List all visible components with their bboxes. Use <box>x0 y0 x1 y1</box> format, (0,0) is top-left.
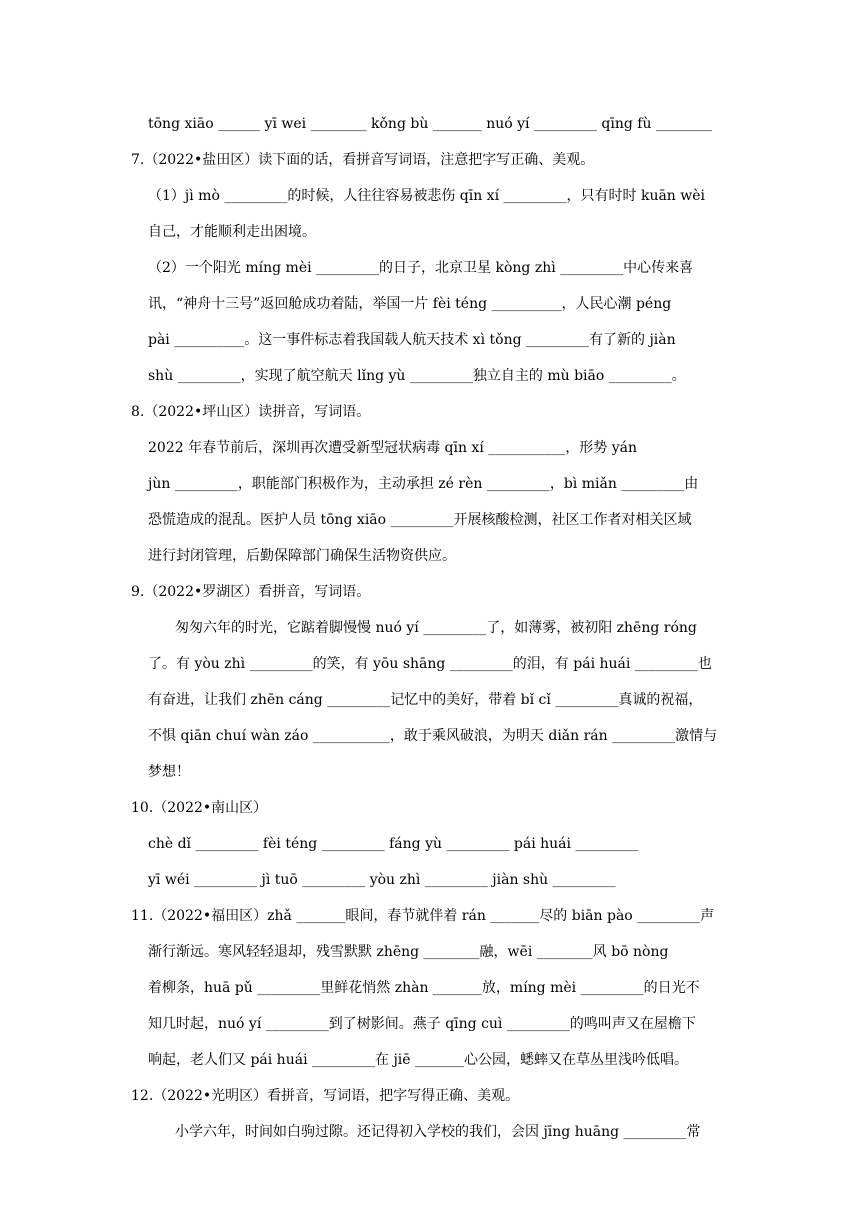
question-heading: 7.（2022•盐田区）读下面的话，看拼音写词语，注意把字写正确、美观。 <box>131 152 595 168</box>
question-heading: 12.（2022•光明区）看拼音，写词语，把字写得正确、美观。 <box>131 1088 520 1104</box>
text-line: （1）jì mò _________的时候，人往往容易被悲伤 qīn xí _________，只有时时 kuān wèi <box>148 188 706 204</box>
text-line: 小学六年，时间如白驹过隙。还记得初入学校的我们，会因 jīng huāng _________常 <box>175 1124 701 1140</box>
text-line: 渐行渐远。寒风轻轻退却，残雪默默 zhēng ________融，wēi ________风 bō nòng <box>148 944 669 960</box>
text-line: 自己，才能顺利走出困境。 <box>148 224 316 240</box>
question-heading: 9.（2022•罗湖区）看拼音，写词语。 <box>131 584 371 600</box>
text-line: pài __________。这一事件标志着我国载人航天技术 xì tǒng _________有了新的 jiàn <box>148 332 676 348</box>
text-line: tōng xiāo ______ yī wei ________ kǒng bù _______ nuó yí _________ qīng fù ________ <box>148 116 712 132</box>
text-line: shù _________，实现了航空航天 lǐng yù _________独立自主的 mù biāo _________。 <box>148 368 686 384</box>
text-line: jùn _________，职能部门积极作为，主动承担 zé rèn _________，bì miǎn _________由 <box>148 476 699 492</box>
text-line: 讯，“神舟十三号”返回舱成功着陆，举国一片 fèi téng __________，人民心潮 péng <box>148 296 672 312</box>
text-line: 匆匆六年的时光，它踮着脚慢慢 nuó yí _________了，如薄雾，被初阳 zhēng róng <box>175 620 697 636</box>
question-heading: 8.（2022•坪山区）读拼音，写词语。 <box>131 404 371 420</box>
text-line: （2）一个阳光 míng mèi _________的日子，北京卫星 kòng zhì _________中心传来喜 <box>148 260 694 276</box>
text-line: 进行封闭管理，后勤保障部门确保生活物资供应。 <box>148 548 456 564</box>
text-line: 了。有 yòu zhì _________的笑，有 yōu shāng _________的泪，有 pái huái _________也 <box>148 656 712 672</box>
text-line: 2022 年春节前后，深圳再次遭受新型冠状病毒 qīn xí ___________，形势 yán <box>148 440 637 456</box>
text-line: 不惧 qiān chuí wàn záo ___________，敢于乘风破浪，为明天 diǎn rán _________激情与 <box>148 728 718 744</box>
text-line: yī wéi _________ jì tuō _________ yòu zhì _________ jiàn shù _________ <box>148 872 616 888</box>
text-line: 有奋进，让我们 zhēn cáng _________记忆中的美好，带着 bǐ cǐ _________真诚的祝福， <box>148 692 703 708</box>
question-heading: 10.（2022•南山区） <box>131 800 268 816</box>
text-line: chè dǐ _________ fèi téng _________ fáng yù _________ pái huái _________ <box>148 836 639 852</box>
text-line: 着柳条，huā pǔ _________里鲜花悄然 zhàn _______放，míng mèi _________的日光不 <box>148 980 700 996</box>
text-line: 恐慌造成的混乱。医护人员 tōng xiāo _________开展核酸检测，社区工作者对相关区域 <box>148 512 692 528</box>
question-heading: 11.（2022•福田区）zhǎ _______眼间，春节就伴着 rán _______尽的 biān pào _________声 <box>131 908 715 924</box>
text-line: 知几时起，nuó yí _________到了树影间。燕子 qīng cuì _________的鸣叫声又在屋檐下 <box>148 1016 696 1032</box>
text-line: 响起，老人们又 pái huái _________在 jiē _______心公园，蟋蟀又在草丛里浅吟低唱。 <box>148 1052 688 1068</box>
text-line: 梦想！ <box>148 764 190 780</box>
